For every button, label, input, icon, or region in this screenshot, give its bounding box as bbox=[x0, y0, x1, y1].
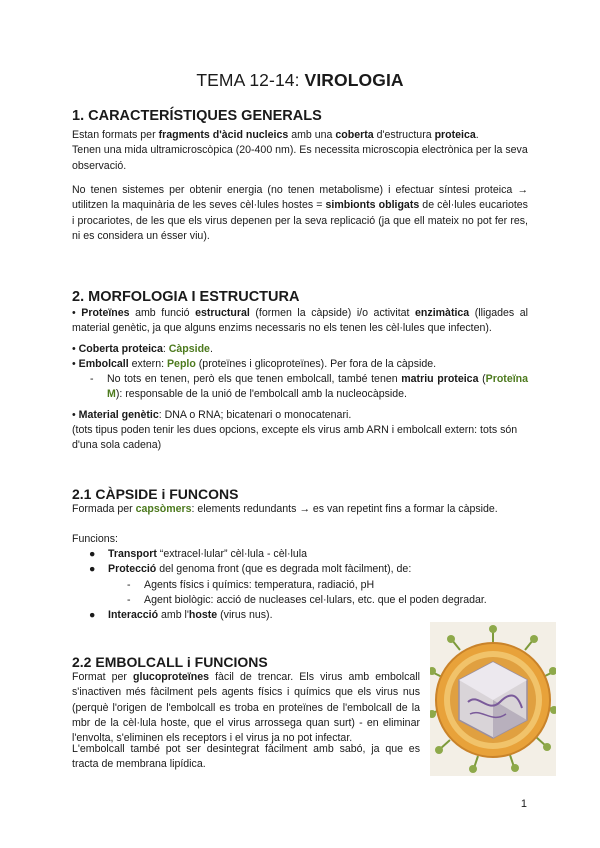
page-title: TEMA 12-14: VIROLOGIA bbox=[196, 70, 404, 90]
subitem-physical-agents: - Agents físics i químics: temperatura, radiació, pH bbox=[127, 578, 375, 591]
section-2-bullet-genetic: • Material genètic: DNA o RNA; bicatenari o monocatenari. bbox=[72, 409, 352, 421]
functions-list bbox=[89, 547, 528, 623]
section-2-bullet-coat: • Coberta proteica: Càpside. bbox=[72, 343, 213, 355]
section-2-1-paragraph: Formada per capsòmers: elements redundants → es van repetint fins a formar la càpside. bbox=[72, 503, 498, 515]
section-2-2-heading: 2.2 EMBOLCALL i FUNCIONS bbox=[72, 654, 268, 670]
section-2-1-heading: 2.1 CÀPSIDE i FUNCONS bbox=[72, 486, 239, 502]
section-2-genetic-note: (tots tipus poden tenir les dues opcions, excepte els virus amb ARN i embolcall extern: tots són d'una sola cadena) bbox=[72, 424, 518, 452]
section-2-2-paragraph-2: L'embolcall també pot ser desintegrat fàcilment amb sabó, ja que es tracta de membrana lipídica. bbox=[72, 743, 420, 771]
section-2-envelope-subitem: - No tots en tenen, però els que tenen embolcall, també tenen matriu proteica (Proteïna M): responsable de la unió de l'embolcall amb la nucleocàpside. bbox=[90, 373, 529, 401]
section-1-heading: 1. CARACTERÍSTIQUES GENERALS bbox=[72, 108, 322, 124]
section-2-bullet-proteins: • Proteïnes amb funció estructural (formen la càpside) i/o activitat enzimàtica (lligades al material genètic, ja que alguns enzims necessaris no els tenen les cèl·lules que infecten). bbox=[72, 307, 528, 335]
section-1-paragraph-2: No tenen sistemes per obtenir energia (no tenen metabolisme) i efectuar síntesi proteica → utilitzen la maquinària de les seves cèl·lules hostes = simbionts obligats de cèl·lules eucariotes i procariotes, de les que els virus depenen per la seva replicació (ja que ell mateix no pot fer res, ni es considera un ésser viu). bbox=[72, 184, 528, 242]
subitem-biological-agent: - Agent biològic: acció de nucleases cel·lulars, etc. que el poden degradar. bbox=[127, 593, 487, 606]
enveloped-virus-illustration bbox=[430, 622, 556, 776]
page-number: 1 bbox=[520, 798, 527, 810]
functions-label: Funcions: bbox=[72, 533, 118, 545]
section-2-heading: 2. MORFOLOGIA I ESTRUCTURA bbox=[72, 289, 300, 305]
function-item-transport: ● Transport “extracel·lular” cèl·lula - cèl·lula bbox=[89, 548, 307, 560]
function-item-interaction: ● Interacció amb l'hoste (virus nus). bbox=[89, 609, 273, 622]
function-item-protection: ● Protecció del genoma front (que es degrada molt fàcilment), de: bbox=[89, 563, 412, 576]
section-2-bullet-envelope: • Embolcall extern: Peplo (proteïnes i glicoproteïnes). Per fora de la càpside. bbox=[72, 358, 437, 370]
section-2-2-paragraph-1: Format per glucoproteïnes fàcil de trencar. Els virus amb embolcall s'inactiven més fàcilment pels agents físics i químics que els virus nus (perquè l'origen de l'embolcall es troba en proteïnes de l'embolcall de la mbr de la cèl·lula hoste, que el virus arrossega quan surt) - en eliminar l'envolta, s'eliminen els receptors i el virus ja no pot infectar. bbox=[72, 671, 421, 745]
section-1-paragraph-1: Estan formats per fragments d'àcid nucleics amb una coberta d'estructura proteica. Tenen una mida ultramicroscòpica (20-400 nm). Es necessita microscopia electrònica per la seva observació. bbox=[72, 129, 528, 172]
